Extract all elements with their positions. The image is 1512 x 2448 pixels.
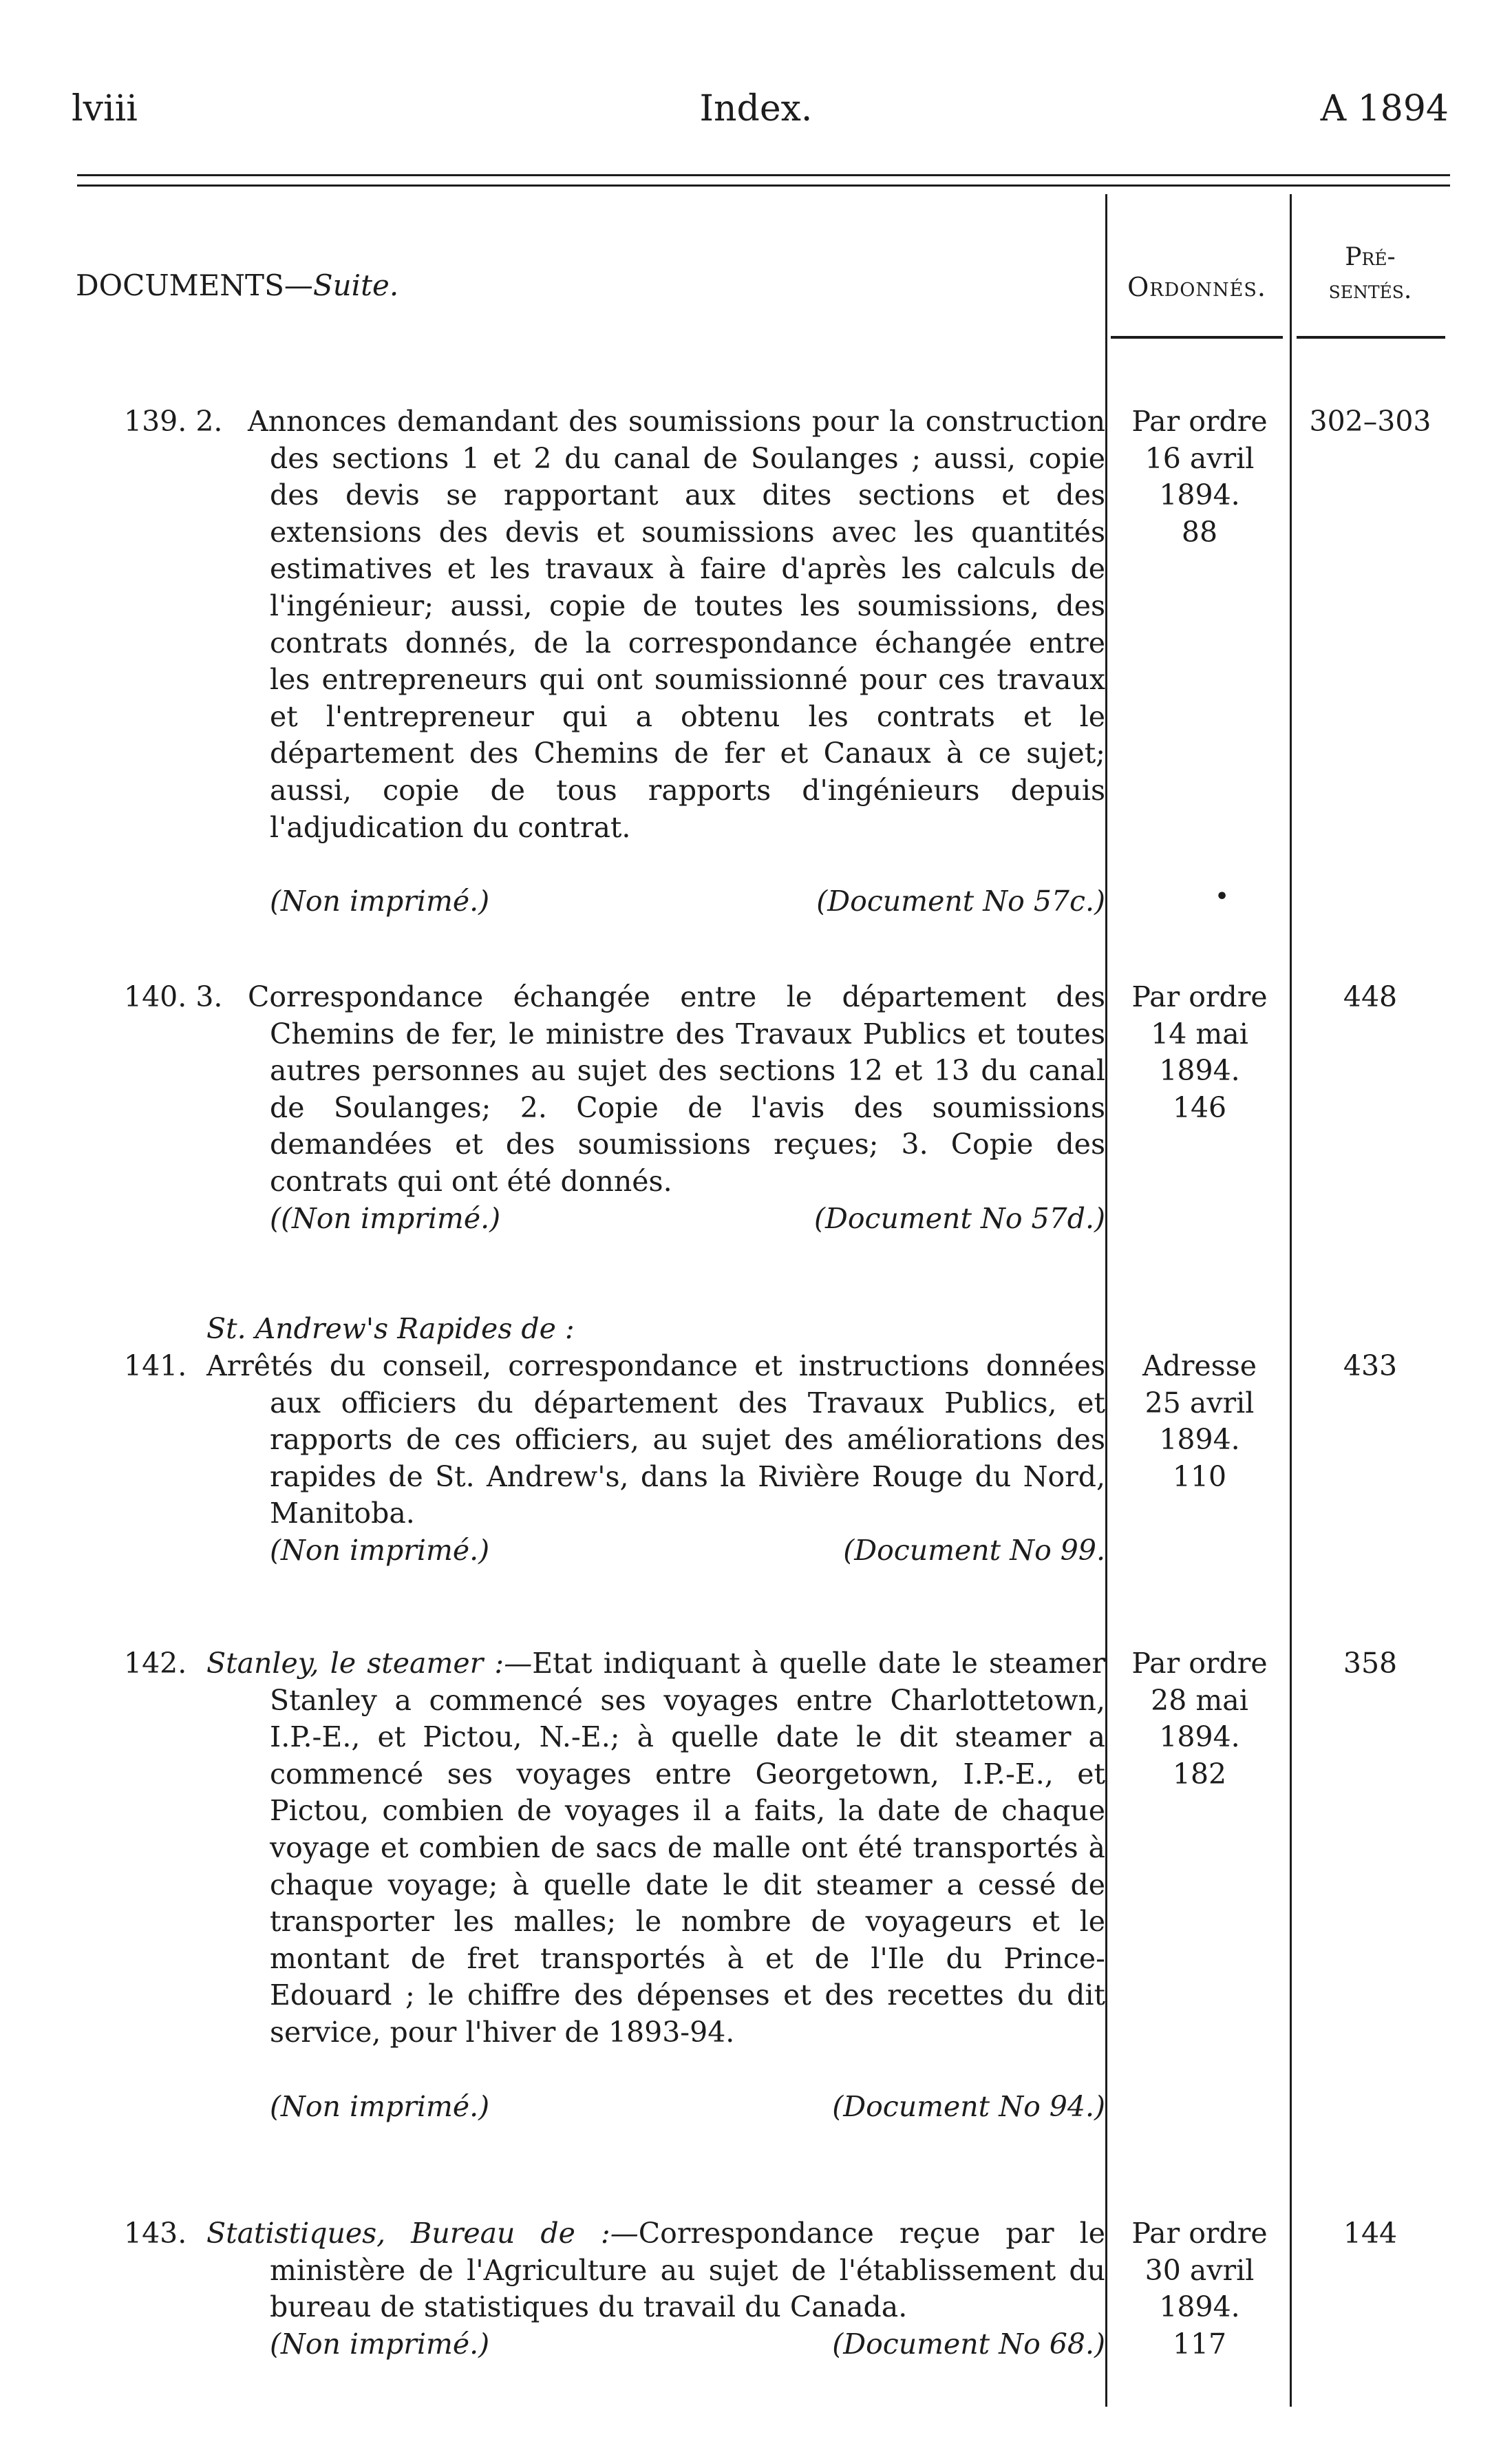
- ordered-ref: 182: [1172, 1757, 1227, 1791]
- entry-number: 140. 3.: [124, 980, 223, 1013]
- ordered-year: 1894.: [1159, 478, 1240, 512]
- ordered-type: Adresse: [1142, 1349, 1257, 1382]
- document-reference: (Document No 68.): [832, 2328, 1105, 2361]
- not-printed-note: (Non imprimé.): [270, 2328, 490, 2361]
- ordered-head-rule: [1111, 336, 1283, 339]
- entry-text: Stanley, le steamer :—Etat indiquant à quelle date le steamer Stanley a commencé ses voyages entre Charlottetown, I.P.-E., et Pictou, N.-E.; à quelle date le dit steamer a commencé ses voyages entre Georgetown, I.P.-E., et Pictou, combien de voyages il a faits, la date de chaque voyage et combien de sacs de malle ont été transportés à chaque voyage; à quelle date le dit steamer a cessé de transporter les malles; le nombre de voyageurs et le montant de fret transportés à et de l'Ile du Prince-Edouard ; le chiffre des dépenses et des recettes du dit service, pour l'hiver de 1893-94.: [206, 1647, 1105, 2049]
- ordered-date: 28 mai: [1151, 1683, 1248, 1717]
- column-head-presented-line1: Pré-: [1345, 243, 1396, 271]
- entry-lead-term: Statistiques, Bureau de :—: [206, 2217, 639, 2250]
- ordered-type: Par ordre: [1131, 2217, 1268, 2250]
- page-year: A 1894: [1320, 88, 1449, 129]
- ordered-cell: [1109, 403, 1290, 551]
- document-reference: (Document No 57d.): [813, 1202, 1105, 1235]
- ordered-date: 16 avril: [1144, 441, 1255, 475]
- ordered-date: 30 avril: [1144, 2253, 1255, 2287]
- column-head-presented-line2: sentés.: [1328, 276, 1412, 304]
- ordered-date: 25 avril: [1144, 1386, 1255, 1420]
- document-reference: (Document No 94.): [832, 2090, 1105, 2123]
- entry-subheading: St. Andrew's Rapides de :: [206, 1312, 575, 1345]
- header-rule-bottom: [77, 184, 1450, 187]
- ordered-year: 1894.: [1159, 2290, 1240, 2324]
- presented-cell: 448: [1343, 980, 1398, 1013]
- entry-text: Annonces demandant des soumissions pour la construction des sections 1 et 2 du canal de Soulanges ; aussi, copie des devis se rapportant aux dites sections et des extensions des devis et soumissions avec les quantités estimatives et les travaux à faire d'après les calculs de l'ingénieur; aussi, copie de toutes les soumissions, des contrats donnés, de la correspondance échangée entre les entrepreneurs qui ont soumissionné pour ces travaux et l'entrepreneur qui a obtenu les contrats et le département des Chemins de fer et Canaux à ce sujet; aussi, copie de tous rapports d'ingénieurs depuis l'adjudication du contrat.: [248, 405, 1105, 844]
- ordered-ref: 146: [1172, 1090, 1227, 1124]
- document-reference: (Document No 57c.): [816, 885, 1105, 918]
- presented-cell: 358: [1343, 1647, 1398, 1680]
- presented-cell: 433: [1343, 1349, 1398, 1382]
- entry-text: Statistiques, Bureau de :—Correspondance reçue par le ministère de l'Agriculture au sujet de l'établissement du bureau de statistiques du travail du Canada.: [206, 2217, 1105, 2324]
- column-divider-body: [1105, 194, 1107, 2407]
- page-number: lviii: [72, 88, 138, 129]
- document-reference: (Document No 99.: [843, 1534, 1105, 1567]
- ordered-type: Par ordre: [1131, 1647, 1268, 1680]
- not-printed-note: (Non imprimé.): [270, 2090, 490, 2123]
- presented-cell: 144: [1343, 2217, 1398, 2250]
- entry-number: 141.: [124, 1349, 187, 1382]
- column-head-ordered: Ordonnés.: [1127, 272, 1266, 302]
- header-rule-top: [77, 174, 1450, 176]
- ordered-ref: 117: [1172, 2327, 1227, 2361]
- entry-number: 142.: [124, 1647, 187, 1680]
- entry-number: 143.: [124, 2217, 187, 2250]
- section-suffix: Suite.: [312, 268, 399, 302]
- entry-text: Arrêtés du conseil, correspondance et instructions données aux officiers du département des Travaux Publics, et rapports de ces officiers, au sujet des améliorations des rapides de St. Andrew's, dans la Rivière Rouge du Nord, Manitoba.: [206, 1349, 1105, 1530]
- ordered-cell: [1109, 979, 1290, 1126]
- entry-text: Correspondance échangée entre le département des Chemins de fer, le ministre des Travaux Publics et toutes autres personnes au sujet des sections 12 et 13 du canal de Soulanges; 2. Copie de l'avis des soumissions demandées et des soumissions reçues; 3. Copie des contrats qui ont été donnés.: [248, 980, 1105, 1198]
- ordered-type: Par ordre: [1131, 405, 1268, 438]
- entry-lead-term: Stanley, le steamer :—: [206, 1647, 533, 1680]
- ordered-cell: [1109, 1348, 1290, 1495]
- page-title: Index.: [699, 88, 813, 129]
- ordered-date: 14 mai: [1151, 1017, 1248, 1051]
- ordered-cell: [1109, 1645, 1290, 1793]
- not-printed-note: (Non imprimé.): [270, 1534, 490, 1567]
- not-printed-note: (Non imprimé.): [270, 885, 490, 918]
- column-divider-ordered: [1290, 194, 1292, 2407]
- not-printed-note: ((Non imprimé.): [270, 1202, 501, 1235]
- ink-mark: •: [1215, 885, 1229, 909]
- column-head-presented: [1292, 241, 1448, 307]
- presented-cell: 302–303: [1309, 405, 1431, 438]
- ordered-ref: 88: [1181, 515, 1218, 549]
- presented-head-rule: [1297, 336, 1445, 339]
- section-title: DOCUMENTS—Suite.: [76, 268, 399, 302]
- ordered-year: 1894.: [1159, 1054, 1240, 1088]
- ordered-ref: 110: [1172, 1459, 1227, 1493]
- entry-number: 139. 2.: [124, 405, 223, 438]
- ordered-year: 1894.: [1159, 1423, 1240, 1457]
- ordered-type: Par ordre: [1131, 980, 1268, 1013]
- ordered-cell: [1109, 2215, 1290, 2363]
- ordered-year: 1894.: [1159, 1720, 1240, 1754]
